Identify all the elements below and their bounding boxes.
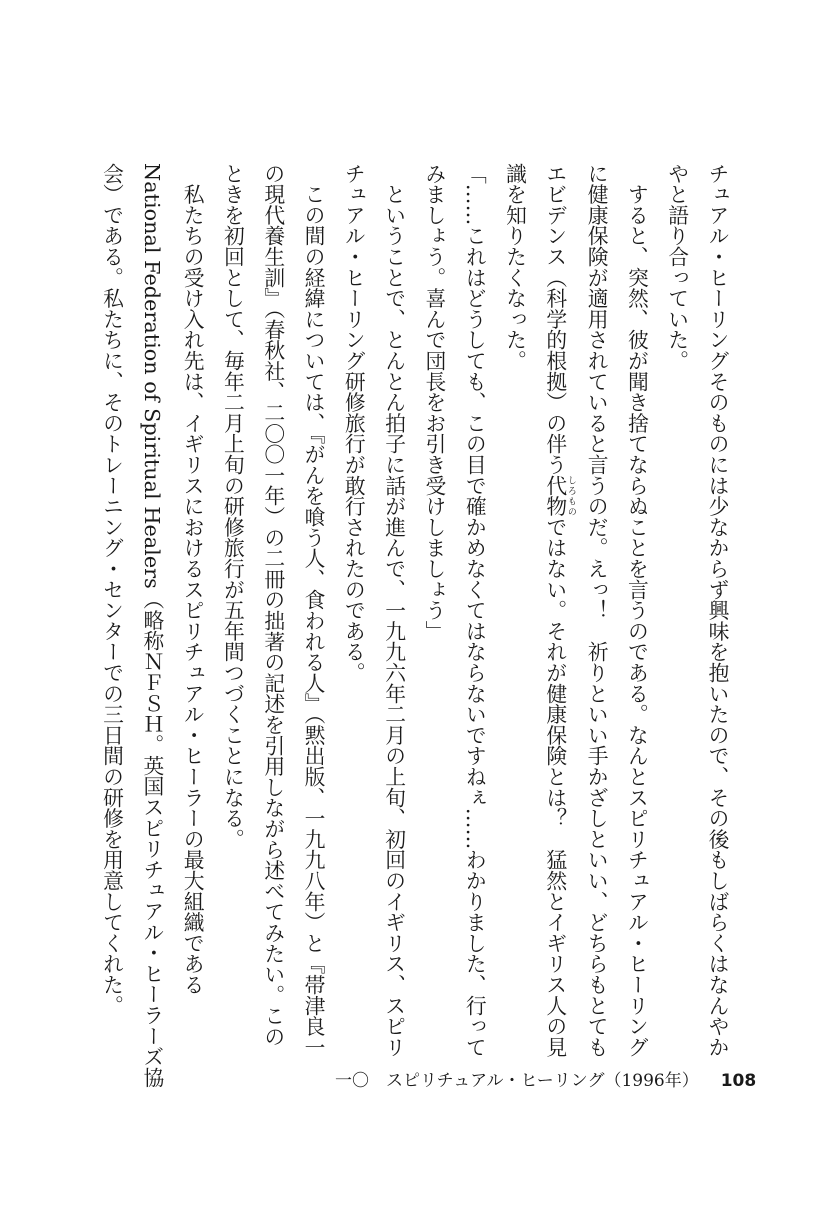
text-column: に健康保険が適用されていると言うのだ。えっ！ 祈りといい手かざしといい、どちらもとても bbox=[584, 163, 609, 1058]
ruby-base: 代物 bbox=[542, 475, 567, 517]
running-head: 一〇 スピリチュアル・ヒーリング（1996年） bbox=[335, 1071, 699, 1091]
text-column: この間の経緯については、『がんを喰う人、食われる人』（黙出版、一九九八年）と『帯津良一 bbox=[301, 163, 326, 1058]
text-column: 私たちの受け入れ先は、イギリスにおけるスピリチュアル・ヒーラーの最大組織である bbox=[180, 163, 205, 995]
text-column: 識を知りたくなった。 bbox=[502, 163, 527, 371]
text-column: やと語り合っていた。 bbox=[664, 163, 689, 371]
text-column: ときを初回として、毎年二月上旬の研修旅行が五年間つづくことになる。 bbox=[220, 163, 245, 850]
text-segment: エビデンス（科学的根拠）の伴う bbox=[542, 163, 567, 475]
text-segment: ではない。それが健康保険とは？ 猛然とイギリス人の見 bbox=[542, 516, 567, 1058]
text-column: の現代養生訓』（春秋社、二〇〇一年）の二冊の拙著の記述を引用しながら述べてみたい。この bbox=[260, 163, 285, 1047]
text-column-with-ruby bbox=[535, 163, 576, 1058]
text-column: すると、突然、彼が聞き捨てならぬことを言うのである。なんとスピリチュアル・ヒーリング bbox=[624, 163, 649, 1058]
page-footer bbox=[335, 1066, 756, 1091]
ruby-text: しろもの bbox=[565, 475, 576, 517]
text-column: チュアル・ヒーリングそのものには少なからず興味を抱いたので、その後もしばらくはなんやか bbox=[705, 163, 729, 1058]
text-column: 会）である。私たちに、そのトレーニング・センターでの三日間の研修を用意してくれた。 bbox=[99, 163, 124, 1016]
text-column: National Federation of Spiritual Healers（略称ＮＦＳＨ。英国スピリチュアル・ヒーラーズ協 bbox=[139, 163, 164, 1088]
text-column: ということで、とんとん拍子に話が進んで、一九九六年二月の上旬、初回のイギリス、スピリ bbox=[381, 163, 406, 1058]
page-number: 108 bbox=[720, 1071, 757, 1091]
text-column: 「……これはどうしても、この目で確かめなくてはならないですねぇ……わかりました、行って bbox=[462, 163, 487, 1058]
text-column: みましょう。喜んで団長をお引き受けしましょう」 bbox=[421, 163, 446, 642]
text-column: チュアル・ヒーリング研修旅行が敢行されたのである。 bbox=[341, 163, 366, 683]
ruby-annotation bbox=[542, 475, 576, 517]
